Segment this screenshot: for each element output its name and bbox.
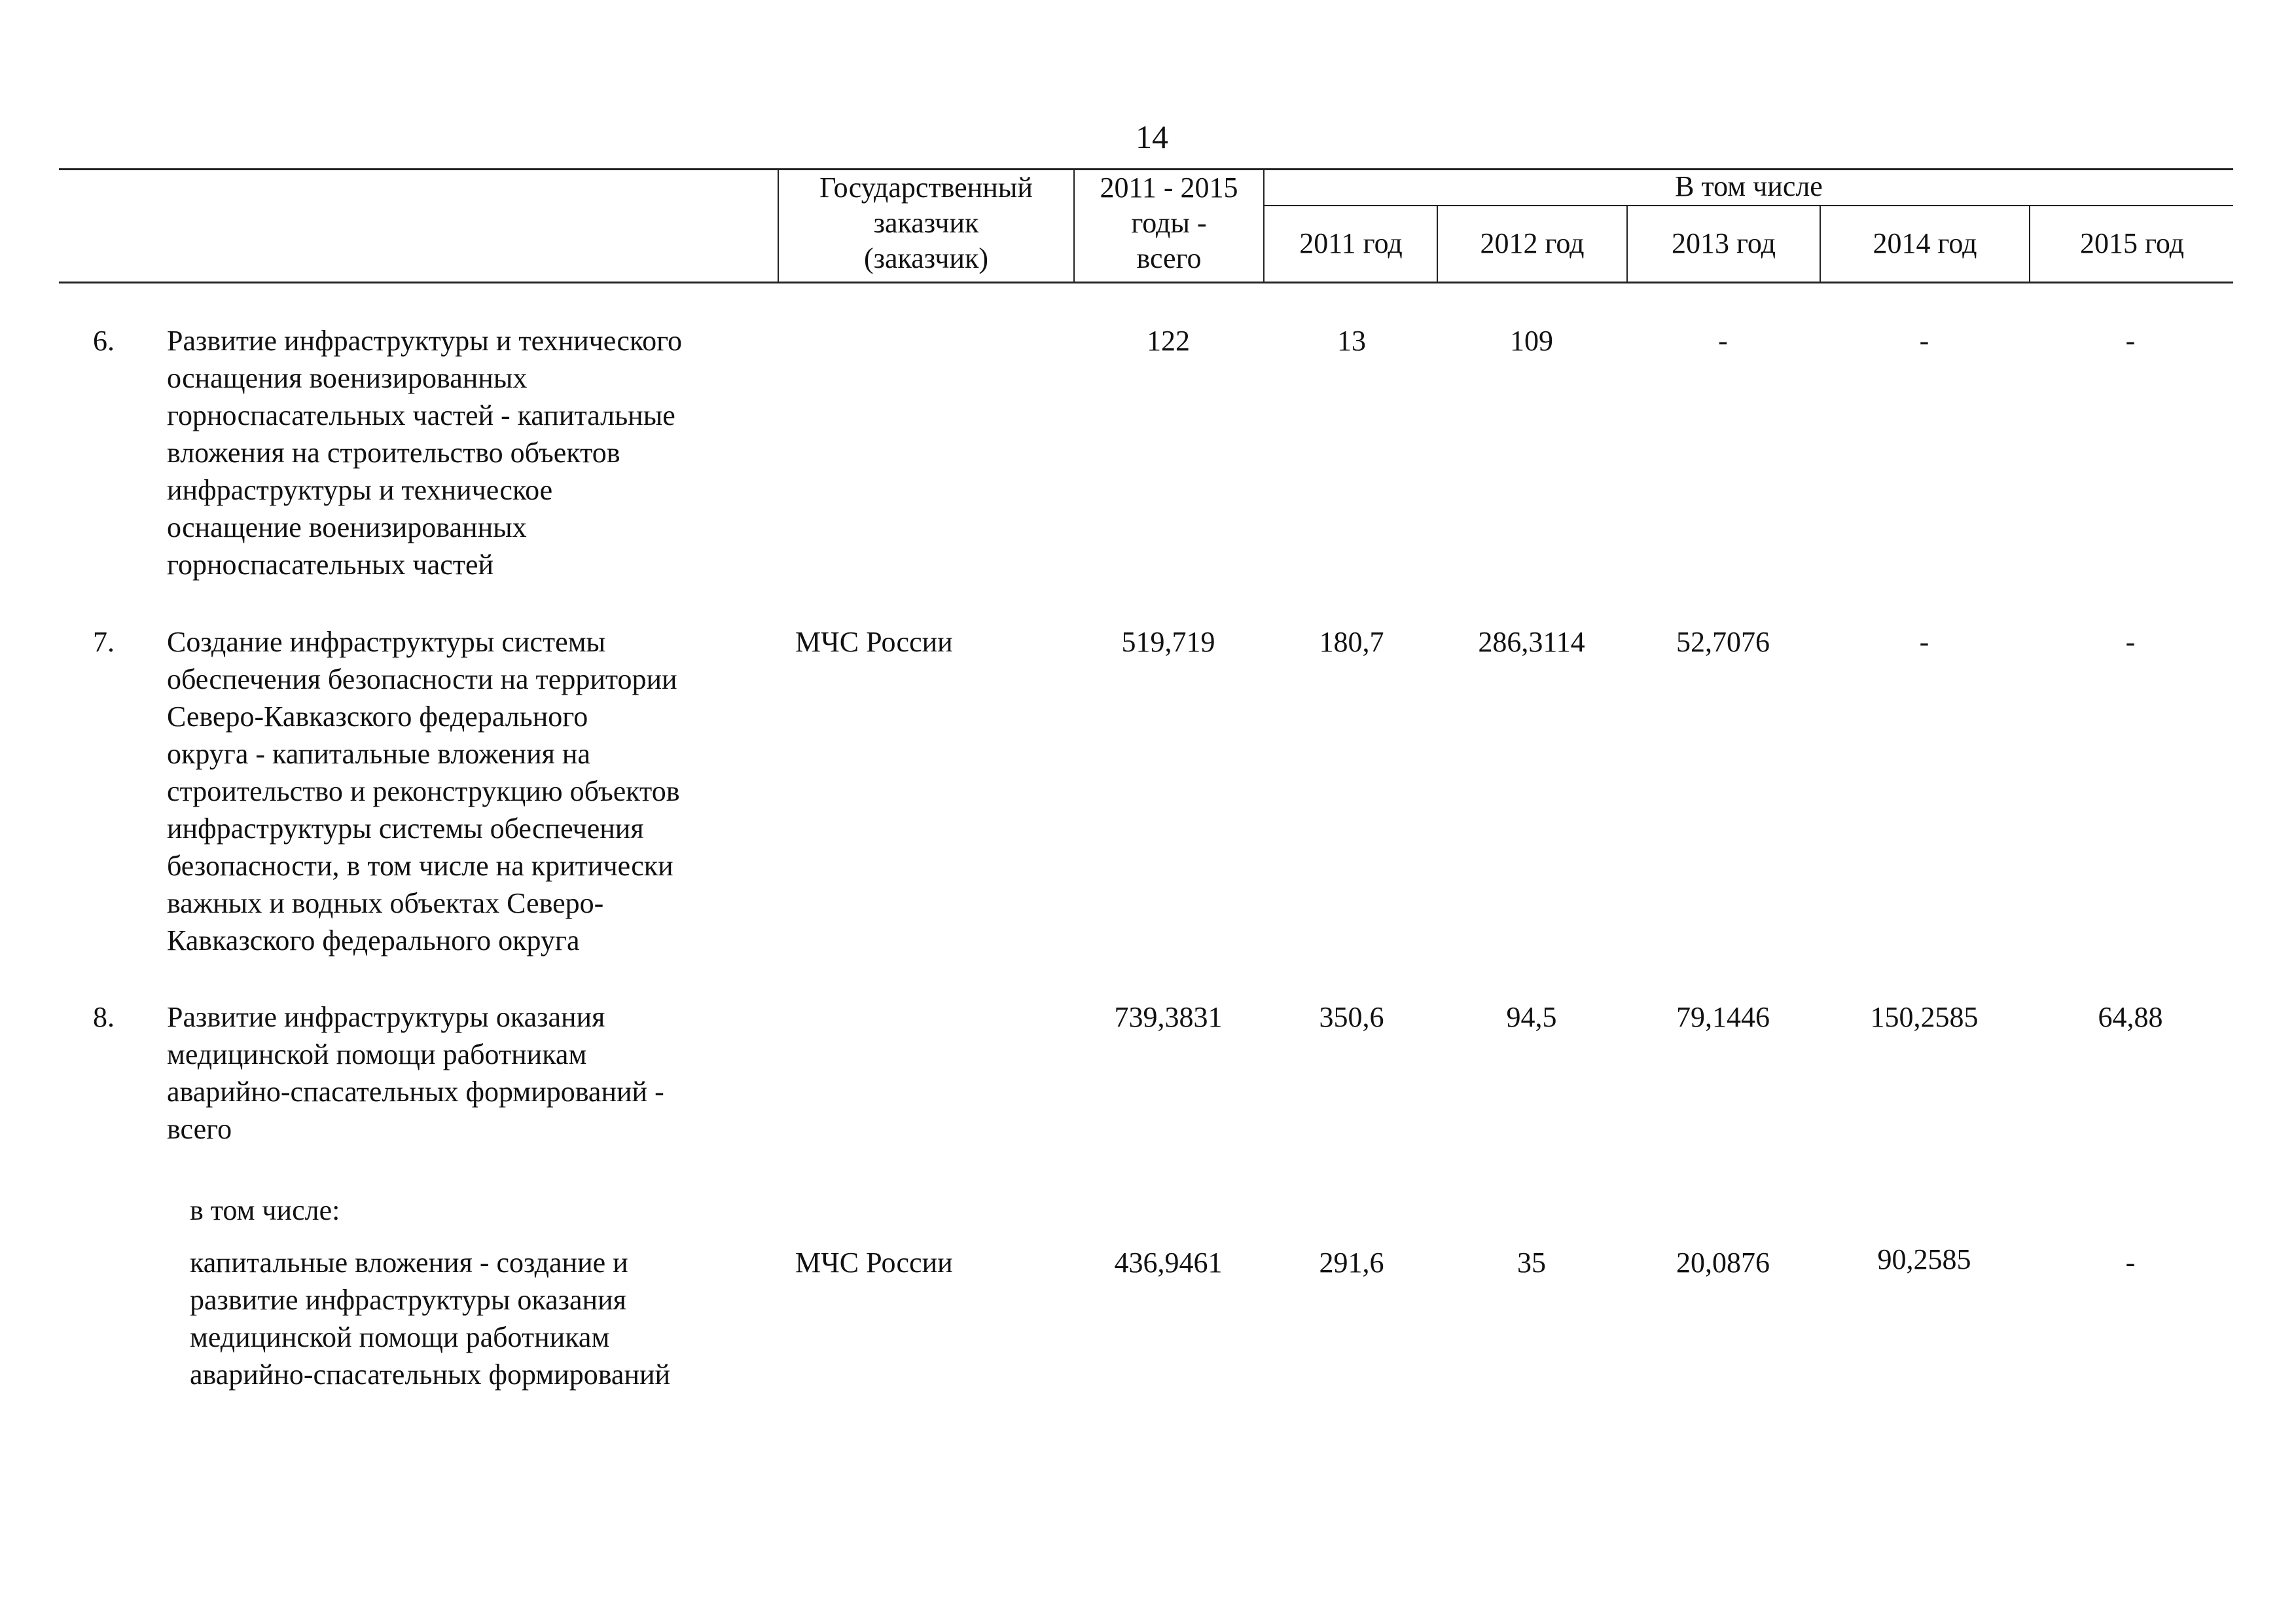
row-2014: - bbox=[1919, 626, 1929, 658]
subrow-2011: 291,6 bbox=[1319, 1247, 1384, 1279]
row-name-line: горноспасательных частей - капитальные bbox=[167, 399, 675, 431]
row-2012: 286,3114 bbox=[1478, 626, 1585, 658]
row-name-line: Развитие инфраструктуры и технического bbox=[167, 325, 683, 357]
subrow-2015: - bbox=[2125, 1247, 2136, 1279]
row-2015: - bbox=[2125, 325, 2136, 357]
row-name-line: безопасности, в том числе на критически bbox=[167, 850, 673, 882]
header-divider-2013 bbox=[1626, 205, 1628, 283]
row-name-line: Создание инфраструктуры системы bbox=[167, 626, 606, 658]
row-total: 739,3831 bbox=[1114, 1001, 1223, 1033]
row-2013: - bbox=[1718, 325, 1728, 357]
subrow-2013: 20,0876 bbox=[1676, 1247, 1770, 1279]
header-year-2012: 2012 год bbox=[1480, 227, 1585, 259]
row-name-line: медицинской помощи работникам bbox=[167, 1038, 587, 1070]
row-name-line: аварийно-спасательных формирований - bbox=[167, 1076, 664, 1108]
row-name-line: горноспасательных частей bbox=[167, 549, 494, 581]
row-2012: 94,5 bbox=[1506, 1001, 1557, 1033]
header-divider-customer bbox=[778, 168, 779, 283]
header-customer bbox=[780, 170, 1072, 276]
header-total bbox=[1076, 170, 1262, 276]
subrow-total: 436,9461 bbox=[1114, 1247, 1223, 1279]
row-2011: 13 bbox=[1337, 325, 1366, 357]
header-divider-2015 bbox=[2029, 205, 2030, 283]
row-number: 7. bbox=[93, 626, 115, 658]
row-name-line: инфраструктуры системы обеспечения bbox=[167, 812, 644, 845]
row-name-line: оснащения военизированных bbox=[167, 362, 528, 394]
header-divider-2012 bbox=[1437, 205, 1438, 283]
row-name-line: обеспечения безопасности на территории bbox=[167, 663, 677, 695]
subrow-name-line: капитальные вложения - создание и bbox=[190, 1247, 628, 1279]
row-name-line: Северо-Кавказского федерального bbox=[167, 701, 588, 733]
header-total-line-2: годы - bbox=[1131, 207, 1207, 239]
row-number: 6. bbox=[93, 325, 115, 357]
row-name-line: Развитие инфраструктуры оказания bbox=[167, 1001, 605, 1033]
row-name-line: округа - капитальные вложения на bbox=[167, 738, 590, 770]
header-divider-total bbox=[1073, 168, 1075, 283]
subrow-name bbox=[190, 1244, 792, 1393]
header-subrule bbox=[1263, 205, 2233, 206]
header-customer-line-3: (заказчик) bbox=[863, 242, 988, 274]
row-2015: 64,88 bbox=[2098, 1001, 2163, 1033]
row-name-line: важных и водных объектах Северо- bbox=[167, 887, 604, 919]
row-2011: 350,6 bbox=[1319, 1001, 1384, 1033]
row-number: 8. bbox=[93, 1001, 115, 1033]
header-year-2011: 2011 год bbox=[1299, 227, 1403, 259]
row-total: 519,719 bbox=[1121, 626, 1215, 658]
row-name-line: строительство и реконструкцию объектов bbox=[167, 775, 680, 807]
row-2014: 150,2585 bbox=[1870, 1001, 1979, 1033]
row-2013: 79,1446 bbox=[1676, 1001, 1770, 1033]
header-year-2015: 2015 год bbox=[2079, 227, 2185, 259]
row-name bbox=[167, 998, 769, 1148]
row-2011: 180,7 bbox=[1319, 626, 1384, 658]
subheading-including: в том числе: bbox=[190, 1194, 340, 1226]
subrow-2012: 35 bbox=[1517, 1247, 1546, 1279]
row-name-line: Кавказского федерального округа bbox=[167, 924, 580, 957]
subrow-name-line: аварийно-спасательных формирований bbox=[190, 1359, 671, 1391]
row-total: 122 bbox=[1147, 325, 1190, 357]
header-customer-line-2: заказчик bbox=[873, 207, 979, 239]
header-divider-2014 bbox=[1820, 205, 1821, 283]
subrow-name-line: медицинской помощи работникам bbox=[190, 1321, 610, 1353]
row-name-line: вложения на строительство объектов bbox=[167, 437, 620, 469]
row-2015: - bbox=[2125, 626, 2136, 658]
subrow-2014: 90,2585 bbox=[1877, 1243, 1971, 1275]
row-customer: МЧС России bbox=[795, 626, 953, 658]
header-total-line-1: 2011 - 2015 bbox=[1100, 172, 1238, 204]
header-year-2014: 2014 год bbox=[1873, 227, 1977, 259]
row-name-line: оснащение военизированных bbox=[167, 511, 527, 543]
header-including: В том числе bbox=[1675, 170, 1823, 202]
row-name bbox=[167, 322, 769, 583]
subrow-name-line: развитие инфраструктуры оказания bbox=[190, 1284, 626, 1316]
page-number: 14 bbox=[1136, 119, 1168, 155]
header-customer-line-1: Государственный bbox=[819, 172, 1033, 204]
row-name-line: всего bbox=[167, 1113, 232, 1145]
row-2013: 52,7076 bbox=[1676, 626, 1770, 658]
header-bottom-rule bbox=[59, 282, 2233, 283]
subrow-customer: МЧС России bbox=[795, 1247, 953, 1279]
row-2012: 109 bbox=[1510, 325, 1553, 357]
row-name bbox=[167, 623, 769, 959]
header-divider-2011 bbox=[1263, 168, 1265, 283]
row-name-line: инфраструктуры и техническое bbox=[167, 474, 553, 506]
row-2014: - bbox=[1919, 325, 1929, 357]
header-total-line-3: всего bbox=[1136, 242, 1202, 274]
header-year-2013: 2013 год bbox=[1671, 227, 1776, 259]
